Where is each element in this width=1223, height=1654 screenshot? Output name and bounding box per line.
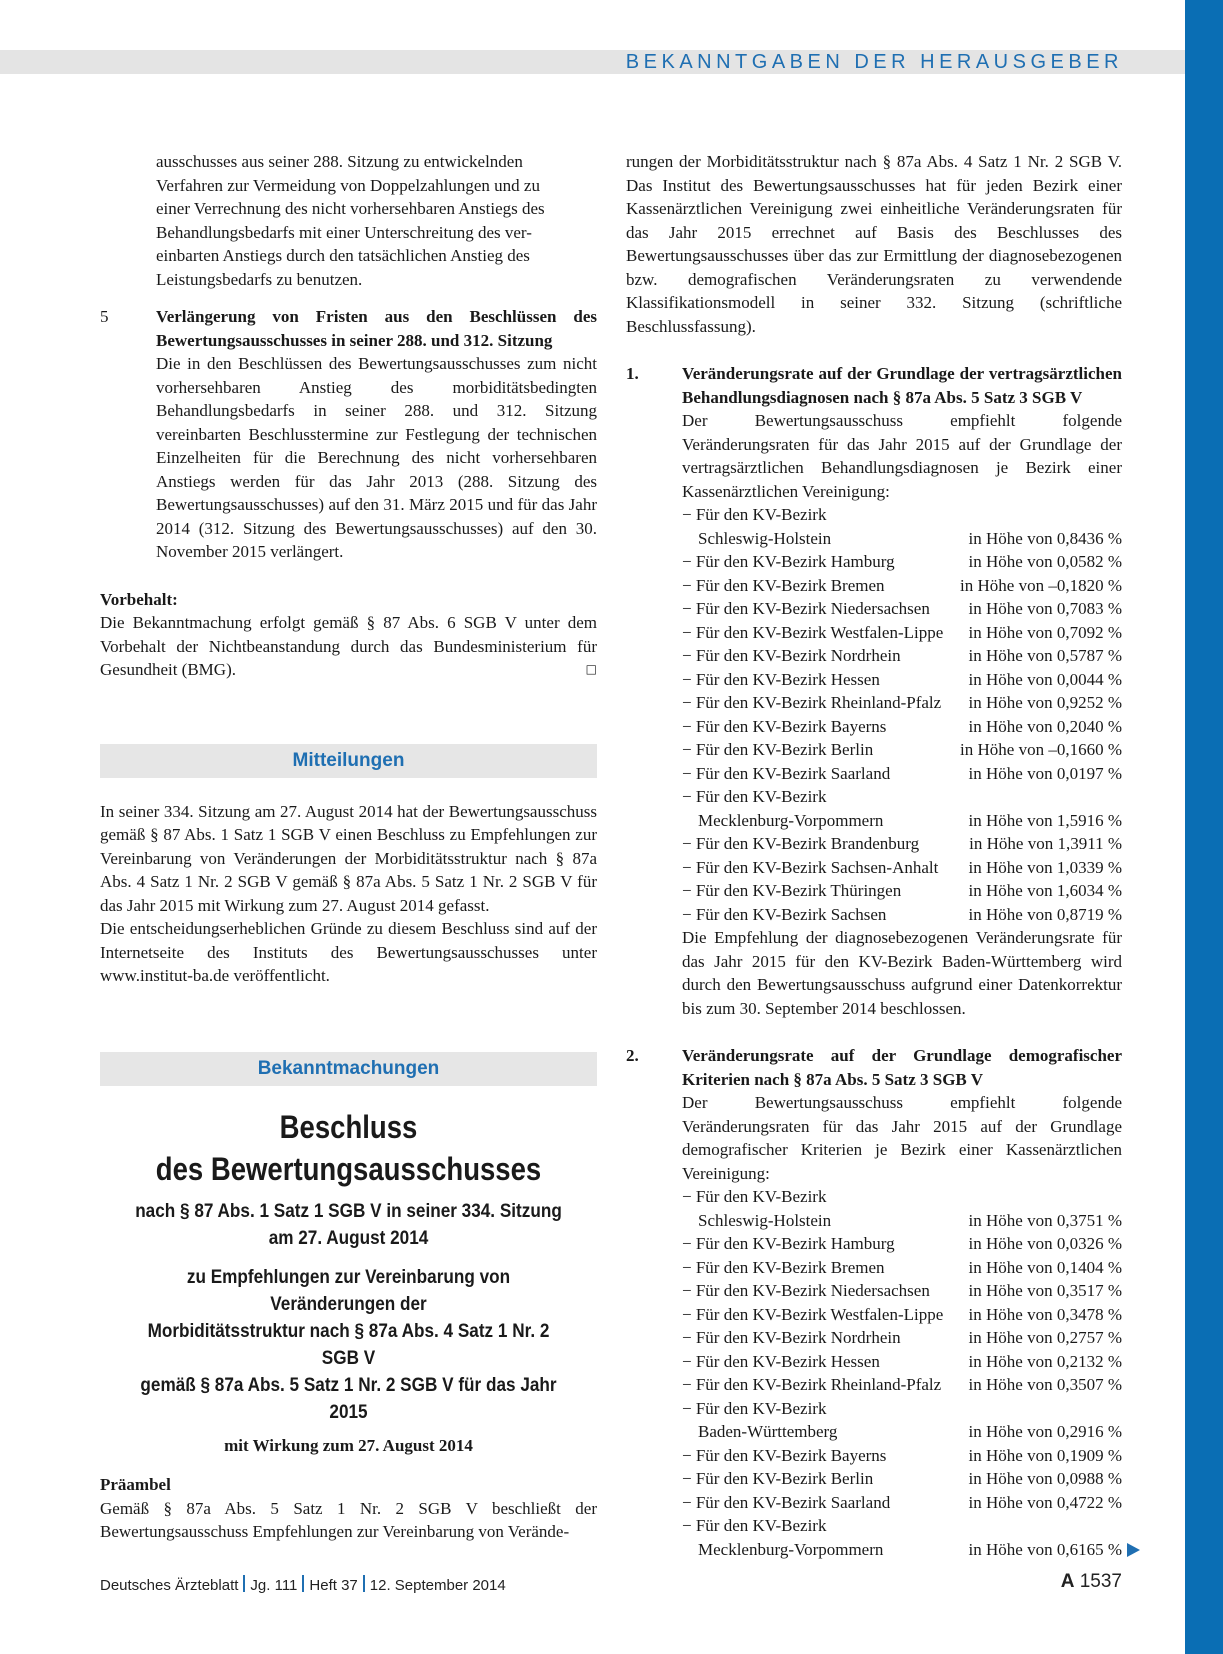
rate-label: − Für den KV-Bezirk Hamburg — [682, 552, 895, 571]
vorbehalt-body — [100, 611, 597, 682]
rate-label: − Für den KV-Bezirk Berlin — [682, 1469, 874, 1488]
rate-label: − Für den KV-Bezirk Niedersachsen — [682, 1281, 930, 1300]
rate-row — [682, 527, 1122, 551]
rate-label: − Für den KV-Bezirk Niedersachsen — [682, 599, 930, 618]
item-heading: Verlängerung von Fristen aus den Beschlüssen des Bewertungsausschusses in seiner 288. und 312. Sitzung — [156, 307, 597, 350]
rate-value: in Höhe von 0,0988 % — [968, 1469, 1122, 1488]
rate-item — [682, 832, 1122, 856]
rate-item — [682, 644, 1122, 668]
rate-label: − Für den KV-Bezirk Bremen — [682, 1257, 885, 1277]
rate-item — [682, 597, 1122, 621]
page-footer — [100, 1571, 1122, 1599]
page-number-value: 1537 — [1079, 1571, 1122, 1592]
rate-value: in Höhe von 0,0044 % — [968, 669, 1122, 689]
intro-paragraph — [100, 150, 597, 291]
rate-item — [682, 574, 1122, 598]
rate-label: − Für den KV-Bezirk Thüringen — [682, 881, 902, 900]
subtitle-line: am 27. August 2014 — [268, 1226, 429, 1249]
rate-value: in Höhe von 1,5916 % — [968, 810, 1122, 830]
side-color-bar — [1185, 0, 1223, 1654]
vorbehalt-text: Die Bekanntmachung erfolgt gemäß § 87 Abs. 6 SGB V unter dem Vorbehalt der Nichtbeanstandung durch das Bundesministerium für Gesundheit (BMG). — [100, 613, 597, 679]
rate-item — [682, 1444, 1122, 1468]
rate-label: − Für den KV-Bezirk Sachsen — [682, 904, 887, 924]
rate-item — [682, 1491, 1122, 1515]
rate-row — [682, 1209, 1122, 1233]
rate-value: in Höhe von 0,0197 % — [968, 763, 1122, 783]
right-intro-paragraph: rungen der Morbiditätsstruktur nach § 87a Abs. 4 Satz 1 Nr. 2 SGB V. Das Institut des Bewertungsausschusses hat für jeden Bezirk einer Kassenärztlichen Vereinigung zwei einheitliche Veränderungsraten für das Jahr 2015 errechnet auf Basis des Beschlusses des Bewertungsausschusses über das zur Ermittlung der diagnosebezogenen bzw. demografischen Veränderungsraten zu verwendende Klassifikationsmodell in seiner 332. Sitzung (schriftliche Beschlussfassung). — [626, 152, 1122, 336]
rate-value: in Höhe von 0,3478 % — [968, 1304, 1122, 1324]
rate-label-continued: Baden-Württemberg — [698, 1422, 838, 1441]
vorbehalt-section — [100, 588, 597, 682]
rate-item — [682, 1514, 1122, 1561]
main-title-line-2: des Bewertungsausschusses — [155, 1150, 542, 1187]
journal-name: Deutsches Ärzteblatt — [100, 1577, 239, 1594]
section-header-title: BEKANNTGABEN DER HERAUSGEBER — [625, 51, 1123, 73]
rate-label: − Für den KV-Bezirk — [682, 787, 827, 806]
rate-label: − Für den KV-Bezirk Bayerns — [682, 716, 887, 736]
effective-date: mit Wirkung zum 27. August 2014 — [224, 1435, 473, 1455]
rate-value: in Höhe von 0,7092 % — [968, 622, 1122, 642]
bekanntmachungen-heading: Bekanntmachungen — [100, 1052, 597, 1086]
rate-label: − Für den KV-Bezirk — [682, 1516, 827, 1535]
subtitle-line: Morbiditätsstruktur nach § 87a Abs. 4 Satz 1 Nr. 2 SGB V — [147, 1319, 550, 1369]
rate-item — [682, 1467, 1122, 1491]
rate-label: − Für den KV-Bezirk Hessen — [682, 669, 880, 689]
rate-label: − Für den KV-Bezirk Bayerns — [682, 1445, 887, 1465]
rate-item — [682, 668, 1122, 692]
rate-value: in Höhe von 1,0339 % — [968, 857, 1122, 877]
rate-row — [682, 1538, 1122, 1562]
rate-label: − Für den KV-Bezirk Hamburg — [682, 1234, 895, 1253]
text-line: Verfahren zur Vermeidung von Doppelzahlungen und zu — [156, 175, 540, 195]
section-2 — [626, 1044, 1122, 1561]
page-prefix: A — [1060, 1571, 1075, 1592]
section-body: Der Bewertungsausschuss empfiehlt folgende Veränderungsraten für das Jahr 2015 auf der Grundlage demografischer Kriterien je Bezirk einer Kassenärztlichen Vereinigung: — [682, 1093, 1122, 1183]
rate-value: in Höhe von 0,2757 % — [968, 1328, 1122, 1347]
journal-issue: Heft 37 — [309, 1577, 358, 1594]
rate-label: − Für den KV-Bezirk Nordrhein — [682, 1328, 901, 1347]
rate-value: in Höhe von 0,0326 % — [968, 1234, 1122, 1253]
rates-list-demographic — [682, 1185, 1122, 1561]
rate-label: − Für den KV-Bezirk Hessen — [682, 1351, 880, 1371]
rate-item — [682, 1373, 1122, 1397]
rate-item — [682, 715, 1122, 739]
section-number: 2. — [626, 1046, 639, 1065]
continue-arrow-icon — [1127, 1543, 1140, 1557]
rate-item — [682, 738, 1122, 762]
rate-value: in Höhe von 0,8436 % — [968, 528, 1122, 548]
rate-row — [682, 1420, 1122, 1444]
section-body: Der Bewertungsausschuss empfiehlt folgende Veränderungsraten für das Jahr 2015 auf der Grundlage der vertragsärztlichen Behandlungsdiagnosen je Bezirk einer Kassenärztlichen Vereinigung: — [682, 411, 1122, 501]
rate-value: in Höhe von 0,4722 % — [968, 1492, 1122, 1512]
footer-separator — [243, 1575, 245, 1592]
journal-date: 12. September 2014 — [369, 1577, 506, 1594]
mitteilungen-heading: Mitteilungen — [100, 744, 597, 778]
rate-label: − Für den KV-Bezirk Rheinland-Pfalz — [682, 1375, 942, 1394]
rate-value: in Höhe von 0,3507 % — [968, 1375, 1122, 1394]
rate-item — [682, 1350, 1122, 1374]
text-line: einer Verrechnung des nicht vorhersehbaren Anstiegs des — [156, 199, 545, 218]
rate-item — [682, 762, 1122, 786]
section-heading: Veränderungsrate auf der Grundlage demografischer Kriterien nach § 87a Abs. 5 Satz 3 SGB V — [682, 1046, 1122, 1089]
rate-row — [682, 809, 1122, 833]
rate-item — [682, 1397, 1122, 1444]
praeambel-heading: Präambel — [100, 1475, 171, 1494]
rate-item — [682, 550, 1122, 574]
section-heading: Veränderungsrate auf der Grundlage der vertragsärztlichen Behandlungsdiagnosen nach § 87a Abs. 5 Satz 3 SGB V — [682, 364, 1122, 407]
rate-label: − Für den KV-Bezirk Saarland — [682, 1492, 891, 1512]
rate-value: in Höhe von 0,7083 % — [968, 599, 1122, 618]
rate-value: in Höhe von 0,2916 % — [968, 1422, 1122, 1441]
rate-item — [682, 1326, 1122, 1350]
rate-value: in Höhe von 1,3911 % — [969, 834, 1122, 853]
rate-item — [682, 1232, 1122, 1256]
rate-label-continued: Schleswig-Holstein — [698, 528, 832, 548]
journal-volume: Jg. 111 — [250, 1577, 298, 1594]
rates-list-diagnosis — [682, 503, 1122, 926]
text-line: ausschusses aus seiner 288. Sitzung zu entwickelnden — [156, 152, 523, 171]
text-line: einbarten Anstiegs durch den tatsächlichen Anstieg des — [156, 246, 530, 265]
footer-separator — [302, 1575, 304, 1592]
rate-item — [682, 1185, 1122, 1232]
section-number: 1. — [626, 364, 639, 383]
subtitle-line: gemäß § 87a Abs. 5 Satz 1 Nr. 2 SGB V für das Jahr 2015 — [140, 1373, 557, 1423]
rate-value: in Höhe von 0,1404 % — [968, 1257, 1122, 1277]
item-body: Die in den Beschlüssen des Bewertungsausschusses zum nicht vorhersehbaren Anstieg des morbiditätsbedingten Behandlungsbedarfs in seiner 288. und 312. Sitzung vereinbarten Beschlusstermine zur Festlegung der technischen Einzelheiten für die Berechnung des nicht vorhersehbaren Anstiegs werden für das Jahr 2013 (288. Sitzung des Bewertungsausschusses) auf den 31. März 2015 und für das Jahr 2014 (312. Sitzung des Bewertungsausschusses) auf den 30. November 2015 verlängert. — [156, 354, 597, 561]
rate-item — [682, 1279, 1122, 1303]
footer-separator — [363, 1575, 365, 1592]
rate-value: in Höhe von 0,1909 % — [968, 1445, 1122, 1465]
rate-label: − Für den KV-Bezirk Bremen — [682, 575, 885, 595]
rate-item — [682, 785, 1122, 832]
subtitle-line: zu Empfehlungen zur Vereinbarung von Veränderungen der — [186, 1265, 511, 1315]
subtitle-line: nach § 87 Abs. 1 Satz 1 SGB V in seiner 334. Sitzung — [135, 1199, 562, 1222]
rate-label-continued: Mecklenburg-Vorpommern — [698, 1539, 884, 1559]
rate-label: − Für den KV-Bezirk — [682, 505, 827, 524]
left-column — [100, 150, 597, 1544]
rate-item — [682, 691, 1122, 715]
text-line: Behandlungsbedarfs mit einer Unterschreitung des ver- — [156, 222, 532, 242]
rate-item — [682, 879, 1122, 903]
rate-value: in Höhe von 0,6165 % — [968, 1539, 1122, 1559]
rate-value: in Höhe von –0,1820 % — [960, 575, 1122, 595]
rate-item — [682, 903, 1122, 927]
rate-value: in Höhe von 0,9252 % — [968, 693, 1122, 712]
section-note: Die Empfehlung der diagnosebezogenen Veränderungsrate für das Jahr 2015 für den KV-Bezirk Baden-Württemberg wird durch den Bewertungsausschuss aufgrund einer Datenkorrektur bis zum 30. September 2014 beschlossen. — [682, 928, 1122, 1018]
praeambel-body: Gemäß § 87a Abs. 5 Satz 1 Nr. 2 SGB V beschließt der Bewertungsausschuss Empfehlungen zur Vereinbarung von Verände- — [100, 1498, 597, 1541]
rate-label: − Für den KV-Bezirk Westfalen-Lippe — [682, 622, 944, 642]
rate-value: in Höhe von –0,1660 % — [960, 740, 1122, 759]
rate-value: in Höhe von 1,6034 % — [968, 881, 1122, 900]
rate-label: − Für den KV-Bezirk Westfalen-Lippe — [682, 1304, 944, 1324]
rate-value: in Höhe von 0,2040 % — [968, 716, 1122, 736]
rate-label: − Für den KV-Bezirk Berlin — [682, 740, 874, 759]
rate-value: in Höhe von 0,5787 % — [968, 646, 1122, 665]
vorbehalt-heading: Vorbehalt: — [100, 589, 178, 609]
rate-label: − Für den KV-Bezirk — [682, 1398, 827, 1418]
rate-item — [682, 503, 1122, 550]
rate-item — [682, 856, 1122, 880]
rate-label: − Für den KV-Bezirk Nordrhein — [682, 646, 901, 665]
mitteilungen-paragraph-2: Die entscheidungserheblichen Gründe zu diesem Beschluss sind auf der Internetseite des Instituts des Bewertungsausschusses unter www.institut-ba.de veröffentlicht. — [100, 919, 597, 985]
right-column — [626, 150, 1122, 1561]
end-of-article-icon: □ — [585, 662, 597, 676]
rate-value: in Höhe von 0,3751 % — [968, 1210, 1122, 1230]
rate-value: in Höhe von 0,0582 % — [968, 552, 1122, 571]
rate-label: − Für den KV-Bezirk Saarland — [682, 763, 891, 783]
rate-value: in Höhe von 0,3517 % — [968, 1281, 1122, 1300]
rate-label-continued: Schleswig-Holstein — [698, 1210, 832, 1230]
item-5 — [100, 305, 597, 564]
rate-label: − Für den KV-Bezirk Rheinland-Pfalz — [682, 693, 942, 712]
text-line: Leistungsbedarfs zu benutzen. — [156, 269, 363, 289]
main-title-line-1: Beschluss — [279, 1108, 418, 1145]
rate-item — [682, 1303, 1122, 1327]
item-number: 5 — [100, 307, 109, 326]
section-1 — [626, 362, 1122, 1020]
rate-label: − Für den KV-Bezirk Brandenburg — [682, 834, 920, 853]
rate-label-continued: Mecklenburg-Vorpommern — [698, 810, 884, 830]
rate-value: in Höhe von 0,2132 % — [968, 1351, 1122, 1371]
rate-label: − Für den KV-Bezirk — [682, 1187, 827, 1206]
mitteilungen-paragraph-1: In seiner 334. Sitzung am 27. August 2014 hat der Bewertungsausschuss gemäß § 87 Abs. 1 Satz 1 SGB V einen Beschluss zu Empfehlungen zur Vereinbarung von Veränderungen der Morbiditätsstruktur nach § 87a Abs. 4 Satz 1 Nr. 2 SGB V gemäß § 87a Abs. 5 Satz 1 Nr. 2 SGB V für das Jahr 2015 mit Wirkung zum 27. August 2014 gefasst. — [100, 801, 597, 915]
rate-item — [682, 1256, 1122, 1280]
rate-label: − Für den KV-Bezirk Sachsen-Anhalt — [682, 857, 939, 877]
rate-value: in Höhe von 0,8719 % — [968, 904, 1122, 924]
page-number — [1061, 1571, 1122, 1593]
rate-item — [682, 621, 1122, 645]
